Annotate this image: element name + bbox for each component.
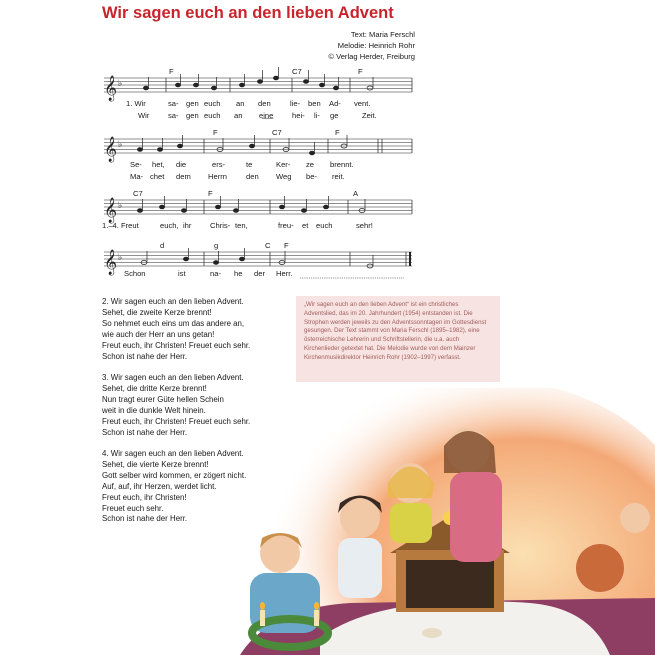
verse-line: Freuet euch sehr. — [102, 503, 164, 513]
lyric-syllable: dem — [176, 172, 191, 181]
lyric-syllable: ers- — [212, 160, 226, 169]
lyric-syllable: euch — [204, 111, 221, 120]
lyric-syllable: he — [234, 269, 243, 278]
verse-line: 4. Wir sagen euch an den lieben Advent. — [102, 449, 244, 458]
chord: F — [208, 189, 213, 198]
song-title: Wir sagen euch an den lieben Advent — [102, 4, 394, 22]
verse-2 — [102, 297, 250, 362]
lyric-syllable: Se- — [130, 160, 142, 169]
lyric-syllable: an — [234, 111, 243, 120]
lyric-syllable: Zeit. — [362, 111, 377, 120]
lyric-syllable: den — [246, 172, 259, 181]
credit-melody: Melodie: Heinrich Rohr — [337, 41, 415, 50]
verse-line: Freut euch, ihr Christen! Freuet euch sehr. — [102, 416, 251, 426]
lyric-syllable: Ker- — [276, 160, 291, 169]
lyric-syllable: te — [246, 160, 253, 169]
lyric-syllable: Wir — [138, 111, 150, 120]
lyric-syllable: reit. — [332, 172, 345, 181]
verse-line: Nun tragt eurer Güte hellen Schein — [102, 394, 224, 404]
treble-clef-icon: 𝄞 — [104, 198, 118, 223]
lyric-syllable: 1.–4. Freut — [102, 221, 139, 230]
lyric-syllable: lie- — [290, 99, 301, 108]
lyric-syllable: ihr — [183, 221, 192, 230]
verse-line: Freut euch, ihr Christen! Freuet euch sehr. — [102, 340, 251, 350]
chord: C — [265, 241, 271, 250]
verse-line: Sehet, die dritte Kerze brennt! — [102, 383, 207, 393]
lyric-syllable: der — [254, 269, 265, 278]
lyric-syllable: den — [258, 99, 271, 108]
verse-line: 2. Wir sagen euch an den lieben Advent. — [102, 297, 244, 306]
treble-clef-icon: 𝄞 — [104, 250, 118, 275]
lyric-syllable: sa- — [168, 111, 179, 120]
flat-key-icon: ♭ — [118, 201, 123, 211]
lyric-syllable: ben — [308, 99, 321, 108]
verse-line: 3. Wir sagen euch an den lieben Advent. — [102, 373, 244, 382]
lyric-syllable: sa- — [168, 99, 179, 108]
chord: F — [335, 128, 340, 137]
lyric-syllable: euch — [204, 99, 221, 108]
lyric-syllable: Ad- — [329, 99, 341, 108]
lyric-syllable: die — [176, 160, 187, 169]
staff-3 — [104, 200, 412, 214]
verse-line: Auf, auf, ihr Herzen, werdet licht. — [102, 481, 217, 491]
lyric-syllable: be- — [306, 172, 317, 181]
chord: C7 — [292, 67, 302, 76]
lyric-syllable: chet — [150, 172, 165, 181]
flat-key-icon: ♭ — [118, 79, 123, 89]
lyric-syllable: Ma- — [130, 172, 144, 181]
lyric-syllable: li- — [314, 111, 320, 120]
flat-key-icon: ♭ — [118, 140, 123, 150]
advent-illustration — [210, 388, 655, 655]
lyric-syllable: ge — [330, 111, 339, 120]
sheet-music — [100, 64, 420, 284]
lyric-syllable: gen — [186, 111, 199, 120]
lyric-syllable: et — [302, 221, 309, 230]
verse-line: Schon ist nahe der Herr. — [102, 427, 188, 437]
lyric-syllable: ze — [306, 160, 315, 169]
verse-line: Sehet, die zweite Kerze brennt! — [102, 307, 212, 317]
melisma-line — [300, 273, 404, 279]
lyric-syllable: gen — [186, 99, 199, 108]
lyric-syllable: euch — [316, 221, 333, 230]
lyric-syllable: het, — [152, 160, 165, 169]
verse-line: Gott selber wird kommen, er zögert nicht. — [102, 470, 247, 480]
staff-4 — [104, 252, 412, 266]
verse-line: Freut euch, ihr Christen! — [102, 492, 187, 502]
chord: A — [353, 189, 359, 198]
verse-line: wie auch der Herr an uns getan! — [102, 329, 215, 339]
verse-line: weit in die dunkle Welt hinein. — [102, 405, 206, 415]
flat-key-icon: ♭ — [118, 253, 123, 263]
treble-clef-icon: 𝄞 — [104, 137, 118, 162]
credits — [328, 29, 415, 62]
lyric-syllable: sehr! — [356, 221, 373, 230]
lyric-syllable: brennt. — [330, 160, 354, 169]
lyric-syllable: Herr. — [276, 269, 293, 278]
chord: C7 — [133, 189, 143, 198]
credit-copyright: © Verlag Herder, Freiburg — [328, 52, 415, 61]
verse-line: So nehmet euch eins um das andere an, — [102, 318, 245, 328]
verse-line: Schon ist nahe der Herr. — [102, 514, 188, 524]
lyric-syllable: hei- — [292, 111, 305, 120]
lyric-syllable: ten, — [235, 221, 248, 230]
chord: F — [284, 241, 289, 250]
lyric-syllable: Schon — [124, 269, 146, 278]
verse-line: Schon ist nahe der Herr. — [102, 351, 188, 361]
lyric-syllable: Herrn — [208, 172, 227, 181]
staff-2 — [104, 139, 412, 153]
treble-clef-icon: 𝄞 — [104, 76, 118, 101]
chord: F — [169, 67, 174, 76]
lyric-syllable: an — [236, 99, 245, 108]
lyric-syllable: freu- — [278, 221, 294, 230]
lyric-syllable: Weg — [276, 172, 292, 181]
chord: F — [213, 128, 218, 137]
chord: C7 — [272, 128, 282, 137]
chord: g — [214, 241, 219, 250]
lyric-syllable: 1. Wir — [126, 99, 146, 108]
lyric-syllable: na- — [210, 269, 221, 278]
lyric-syllable: ist — [178, 269, 186, 278]
lyric-syllable: euch, — [160, 221, 179, 230]
chord: d — [160, 241, 165, 250]
verse-line: Sehet, die vierte Kerze brennt! — [102, 459, 209, 469]
lyric-syllable: vent. — [354, 99, 371, 108]
lyric-syllable: Chris- — [210, 221, 231, 230]
credit-text: Text: Maria Ferschl — [350, 30, 415, 39]
info-box: „Wir sagen euch an den lieben Advent“ ist ein christliches Adventslied, das im 20. Jahrhundert (1954) entstanden ist. Die Strophen werden jeweils zu den Adventssonntagen im Gottesdienst gesungen. Der Text stammt von Maria Ferschl (1895–1982), eine österreichische Lehrerin und Schriftstellerin, die u.a. auch Kirchenlieder getextet hat. Die Melodie wurde von dem Mainzer Kirchenmusikdirektor Heinrich Rohr (1902–1997) verfasst. — [296, 296, 500, 382]
music-staves — [100, 64, 420, 284]
lyric-syllable: ei̲n̲e̲ — [259, 111, 274, 120]
chord: F — [358, 67, 363, 76]
